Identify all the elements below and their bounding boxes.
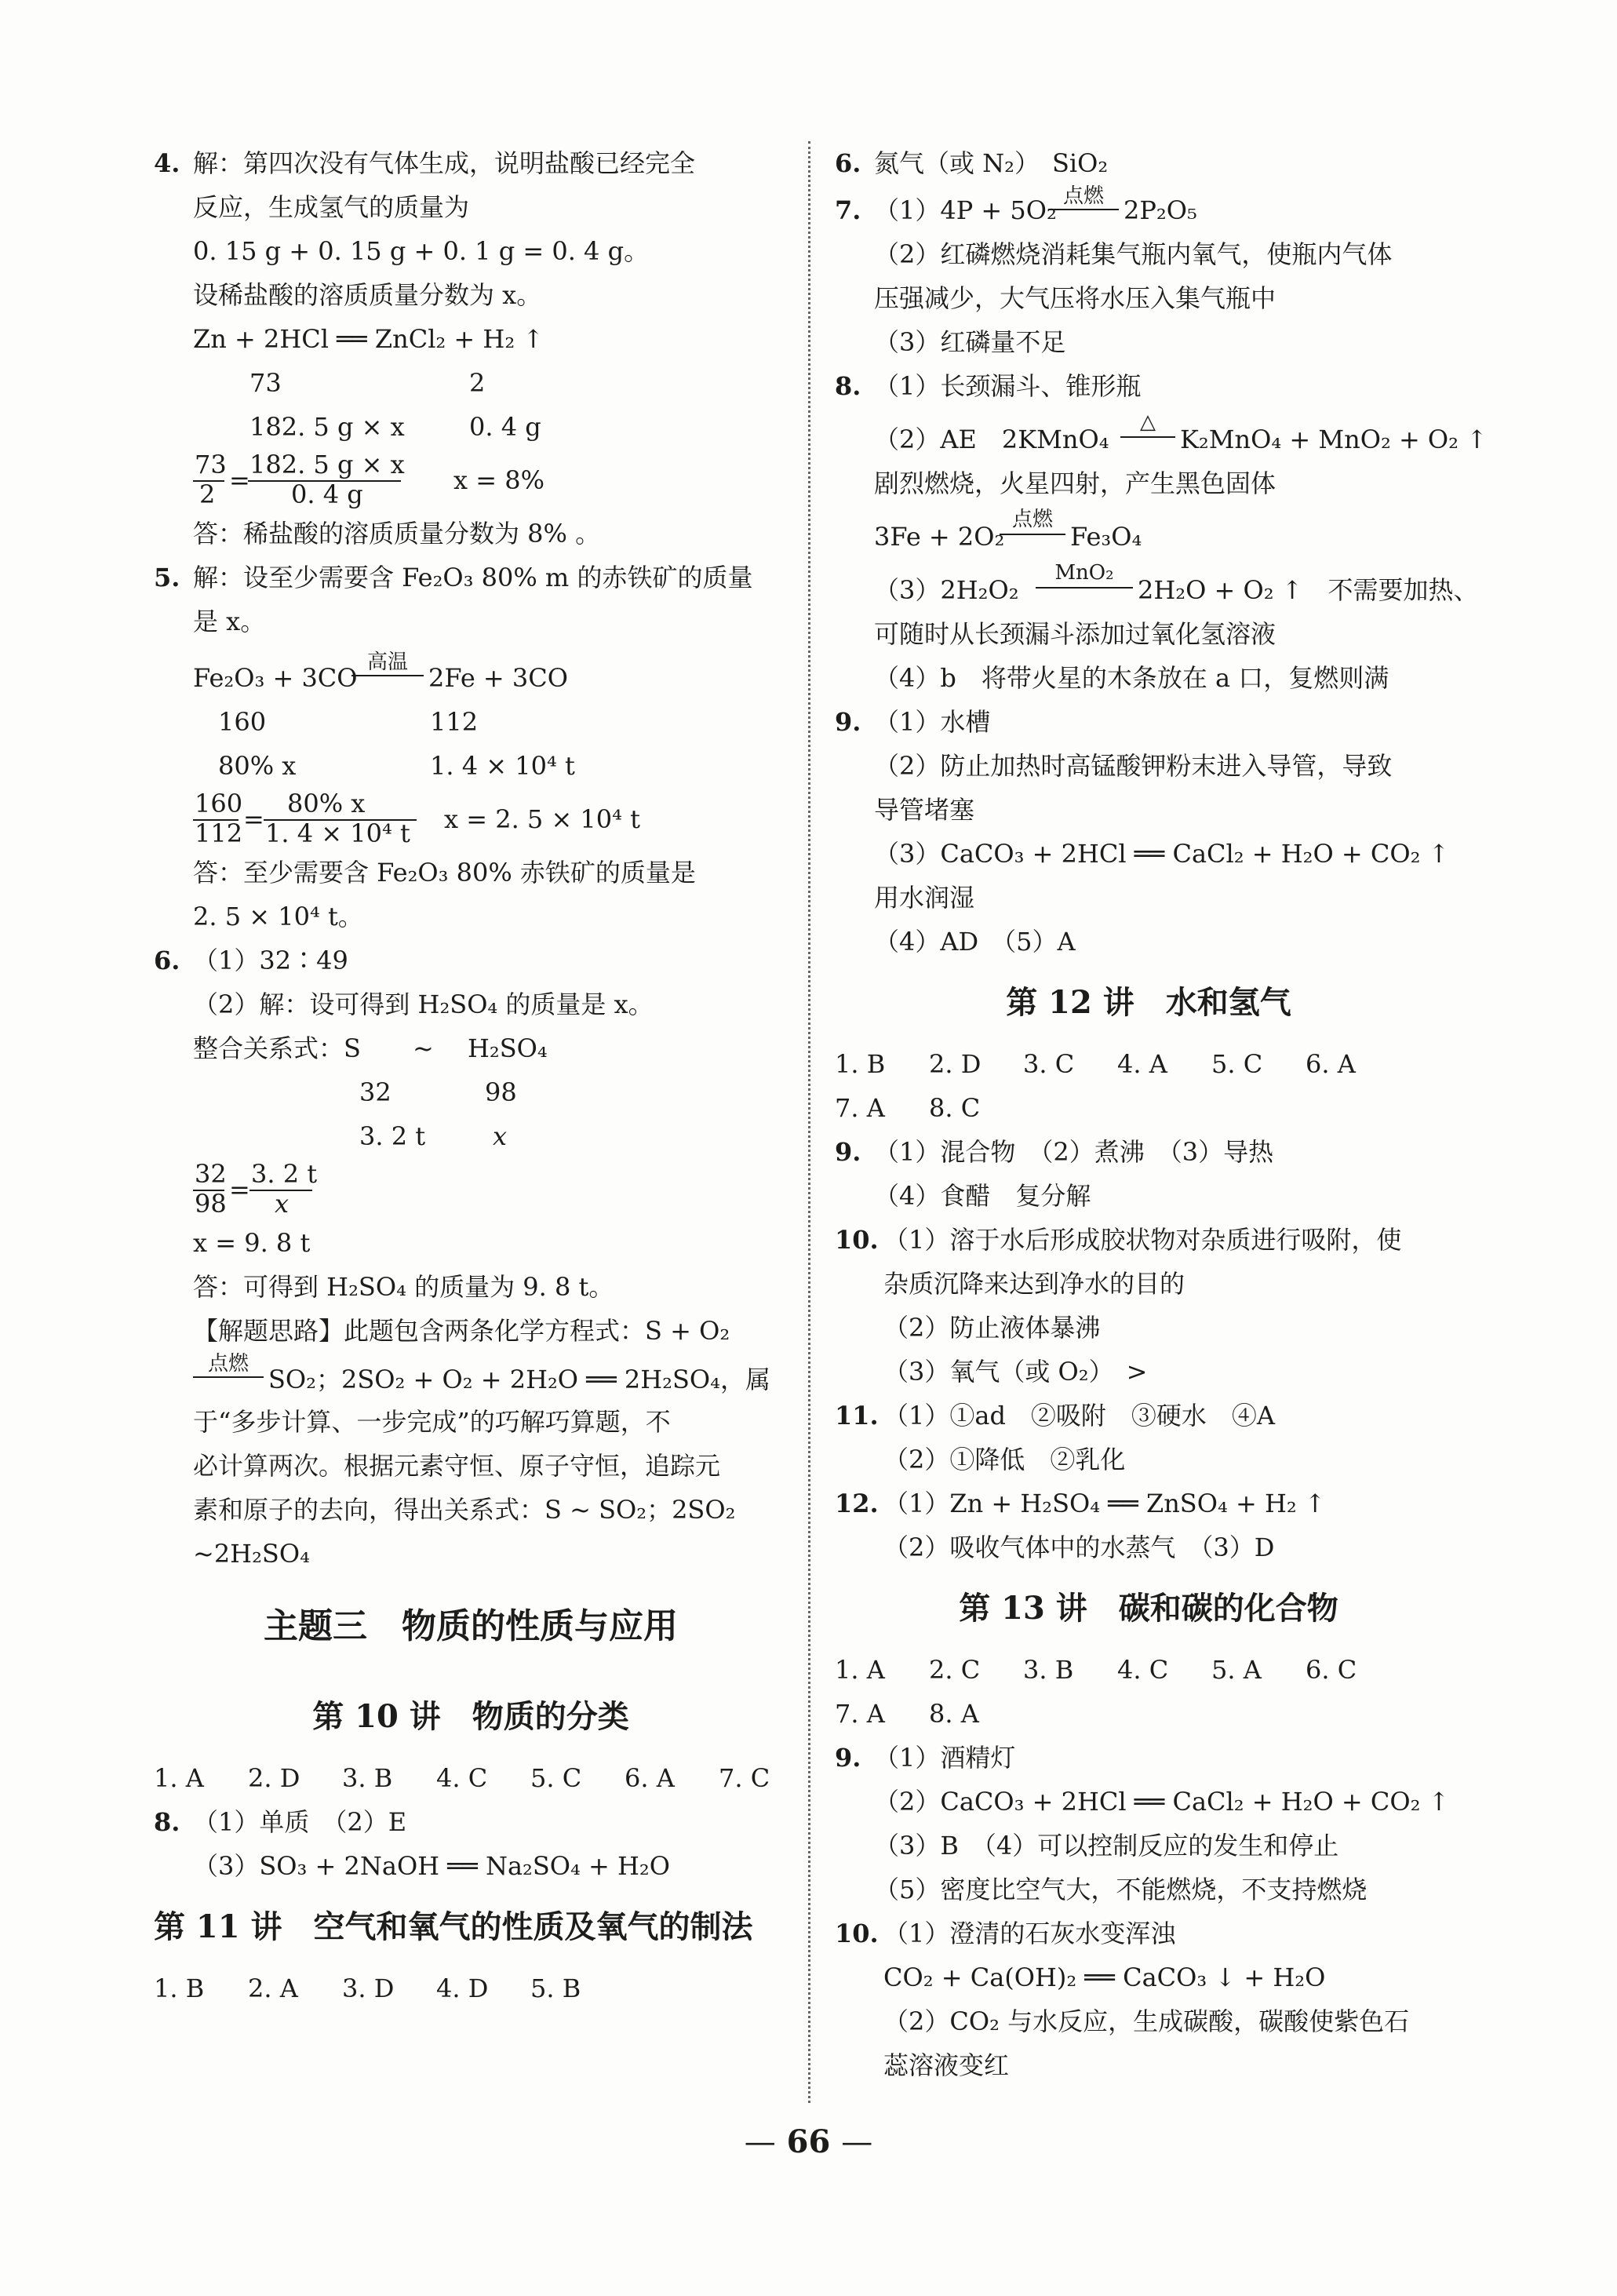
q4-answer: 答：稀盐酸的溶质质量分数为 8% 。: [193, 519, 601, 548]
r-q7-line-2: （2）红磷燃烧消耗集气瓶内氧气，使瓶内气体: [874, 239, 1393, 269]
r-q7-line-1: 7. （1）4P + 5O₂ 点燃 2P₂O₅: [835, 184, 1197, 225]
q4-line-2: 反应，生成氢气的质量为: [193, 192, 470, 222]
left-column: [154, 141, 788, 2010]
q5-mass-row-2: 80% x 1. 4 × 10⁴ t: [218, 751, 575, 781]
lecture-13-q9-line-1: 9. （1）酒精灯: [835, 1743, 1016, 1773]
lecture-13-title: 第 13 讲 碳和碳的化合物: [959, 1590, 1338, 1627]
q6-tip-4: 必计算两次。根据元素守恒、原子守恒，追踪元: [193, 1451, 721, 1481]
r-q9-line-3: 导管堵塞: [874, 795, 975, 825]
q5-line-2: 是 x。: [193, 607, 266, 636]
q5-line-1: 5. 解：设至少需要含 Fe₂O₃ 80% m 的赤铁矿的质量: [154, 556, 788, 600]
q5-proportion: 160 112 = 80% x 1. 4 × 10⁴ t x = 2. 5 × 10⁴ t: [195, 789, 640, 848]
page-number: — 66 —: [744, 2123, 873, 2160]
column-divider: [808, 141, 810, 2103]
q6-proportion: 32 98 = 3. 2 t x: [195, 1159, 318, 1219]
q6-relation: 整合关系式：S ~ H₂SO₄: [193, 1033, 548, 1063]
lecture-10-q8-line-2: （3）SO₃ + 2NaOH ══ Na₂SO₄ + H₂O: [193, 1851, 670, 1881]
r-q8-line-2: （2）AE 2KMnO₄ △ K₂MnO₄ + MnO₂ + O₂ ↑: [874, 410, 1488, 454]
lecture-12-q10-line-2: 杂质沉降来达到净水的目的: [883, 1269, 1185, 1299]
q6-tip-6: ~2H₂SO₄: [193, 1539, 310, 1569]
q6-answer: 答：可得到 H₂SO₄ 的质量为 9. 8 t。: [193, 1272, 614, 1302]
q6-mass-row-1: 32 98: [359, 1077, 517, 1107]
lecture-13-q9-line-4: （5）密度比空气大，不能燃烧，不支持燃烧: [874, 1875, 1368, 1904]
lecture-12-title: 第 12 讲 水和氢气: [1006, 984, 1291, 1021]
q4-proportion: 73 2 = 182. 5 g × x 0. 4 g x = 8%: [195, 450, 544, 509]
r-q7-line-3: 压强减少，大气压将水压入集气瓶中: [874, 283, 1276, 313]
lecture-12-q11-line-1: 11. （1）①ad ②吸附 ③硬水 ④A: [835, 1401, 1276, 1430]
lecture-12-q9-line-2: （4）食醋 复分解: [874, 1181, 1091, 1211]
lecture-12-q10-line-4: （3）氧气（或 O₂） >: [883, 1357, 1148, 1387]
q6-tip-3: 于“多步计算、一步完成”的巧解巧算题，不: [193, 1407, 671, 1437]
q6-result: x = 9. 8 t: [193, 1228, 311, 1258]
lecture-12-q10-line-1: 10. （1）溶于水后形成胶状物对杂质进行吸附，使: [835, 1225, 1402, 1255]
theme-3-heading: 主题三 物质的性质与应用: [264, 1606, 678, 1646]
lecture-10-mc-row: 1. A 2. D 3. B 4. C 5. C 6. A 7. C: [154, 1763, 770, 1793]
lecture-13-q10-line-3: （2）CO₂ 与水反应，生成碳酸，碳酸使紫色石: [883, 2006, 1410, 2036]
lecture-12-q10-line-3: （2）防止液体暴沸: [883, 1313, 1101, 1343]
q6-line-1: 6. （1）32∶49: [154, 938, 788, 982]
r-q9-line-4: （3）CaCO₃ + 2HCl ══ CaCl₂ + H₂O + CO₂ ↑: [874, 839, 1450, 869]
q6-line-2: （2）解：设可得到 H₂SO₄ 的质量是 x。: [193, 989, 654, 1019]
page-number-value: 66: [786, 2123, 831, 2160]
q4-line-3: 0. 15 g + 0. 15 g + 0. 1 g = 0. 4 g。: [193, 236, 650, 266]
q4-mass-row-1: 73 2: [249, 368, 486, 398]
lecture-13-mc-row-1: 1. A 2. C 3. B 4. C 5. A 6. C: [835, 1655, 1357, 1685]
q5-answer-2: 2. 5 × 10⁴ t。: [193, 902, 363, 931]
r-q8-line-7: （4）b 将带火星的木条放在 a 口，复燃则满: [874, 663, 1389, 693]
q5-number: 5.: [154, 563, 180, 592]
lecture-11-title: 第 11 讲 空气和氧气的性质及氧气的制法: [154, 1908, 753, 1945]
q6-tip-5: 素和原子的去向，得出关系式：S ~ SO₂；2SO₂: [193, 1495, 736, 1525]
lecture-12-q9-line-1: 9. （1）混合物 （2）煮沸 （3）导热: [835, 1137, 1274, 1167]
q6-tip-2: 点燃 SO₂；2SO₂ + O₂ + 2H₂O ══ 2H₂SO₄，属: [154, 1353, 788, 1400]
r-q7-line-4: （3）红磷量不足: [874, 327, 1066, 357]
q6-mass-row-2: 3. 2 t x: [359, 1121, 508, 1151]
lecture-13-q10-line-1: 10. （1）澄清的石灰水变浑浊: [835, 1919, 1176, 1948]
q4-line-1: 4. 解：第四次没有气体生成，说明盐酸已经完全: [154, 141, 788, 185]
lecture-13-q10-line-4: 蕊溶液变红: [883, 2050, 1010, 2080]
lecture-12-q12-line-2: （2）吸收气体中的水蒸气 （3）D: [883, 1532, 1275, 1562]
q5-equation: Fe₂O₃ + 3CO 高温 2Fe + 3CO: [193, 651, 568, 693]
r-q8-line-1: 8. （1）长颈漏斗、锥形瓶: [835, 371, 1142, 401]
q4-mass-row-2: 182. 5 g × x 0. 4 g: [249, 412, 541, 442]
lecture-12-q12-line-1: 12. （1）Zn + H₂SO₄ ══ ZnSO₄ + H₂ ↑: [835, 1489, 1326, 1518]
r-q9-line-5: 用水润湿: [874, 883, 975, 913]
r-q9-line-6: （4）AD （5）A: [874, 927, 1076, 957]
q6-number: 6.: [154, 946, 180, 975]
lecture-13-q9-line-3: （3）B （4）可以控制反应的发生和停止: [874, 1831, 1339, 1860]
q4-line-4: 设稀盐酸的溶质质量分数为 x。: [193, 280, 542, 310]
q4-number: 4.: [154, 148, 180, 178]
lecture-12-q11-line-2: （2）①降低 ②乳化: [883, 1445, 1126, 1474]
lecture-13-q10-line-2: CO₂ + Ca(OH)₂ ══ CaCO₃ ↓ + H₂O: [883, 1963, 1326, 1992]
q6-tip-1: 【解题思路】此题包含两条化学方程式：S + O₂: [193, 1316, 730, 1346]
lecture-13-mc-row-2: 7. A 8. A: [835, 1699, 979, 1729]
r-q8-line-5: （3）2H₂O₂ MnO₂ 2H₂O + O₂ ↑ 不需要加热、: [874, 561, 1479, 605]
lecture-11-mc-row: 1. B 2. A 3. D 4. D 5. B: [154, 1973, 581, 2003]
r-q8-line-4: 3Fe + 2O₂ 点燃 Fe₃O₄: [874, 508, 1142, 552]
r-q8-line-3: 剧烈燃烧，火星四射，产生黑色固体: [874, 468, 1276, 498]
lecture-12-mc-row-1: 1. B 2. D 3. C 4. A 5. C 6. A: [835, 1049, 1356, 1079]
r-q8-line-6: 可随时从长颈漏斗添加过氧化氢溶液: [874, 619, 1276, 649]
q5-mass-row-1: 160 112: [218, 707, 479, 737]
r-q9-line-1: 9. （1）水槽: [835, 707, 991, 737]
lecture-13-q9-line-2: （2）CaCO₃ + 2HCl ══ CaCl₂ + H₂O + CO₂ ↑: [874, 1787, 1450, 1817]
lecture-10-q8-line-1: 8. （1）单质 （2）E: [154, 1807, 407, 1837]
r-q9-line-2: （2）防止加热时高锰酸钾粉末进入导管，导致: [874, 751, 1393, 781]
lecture-10-title: 第 10 讲 物质的分类: [312, 1698, 629, 1735]
r-q6: 6. 氮气（或 N₂） SiO₂: [835, 148, 1109, 178]
q4-equation: Zn + 2HCl ══ ZnCl₂ + H₂ ↑: [193, 324, 544, 354]
q5-answer-1: 答：至少需要含 Fe₂O₃ 80% 赤铁矿的质量是: [193, 858, 696, 887]
right-column: [835, 141, 1488, 2087]
lecture-12-mc-row-2: 7. A 8. C: [835, 1093, 981, 1123]
